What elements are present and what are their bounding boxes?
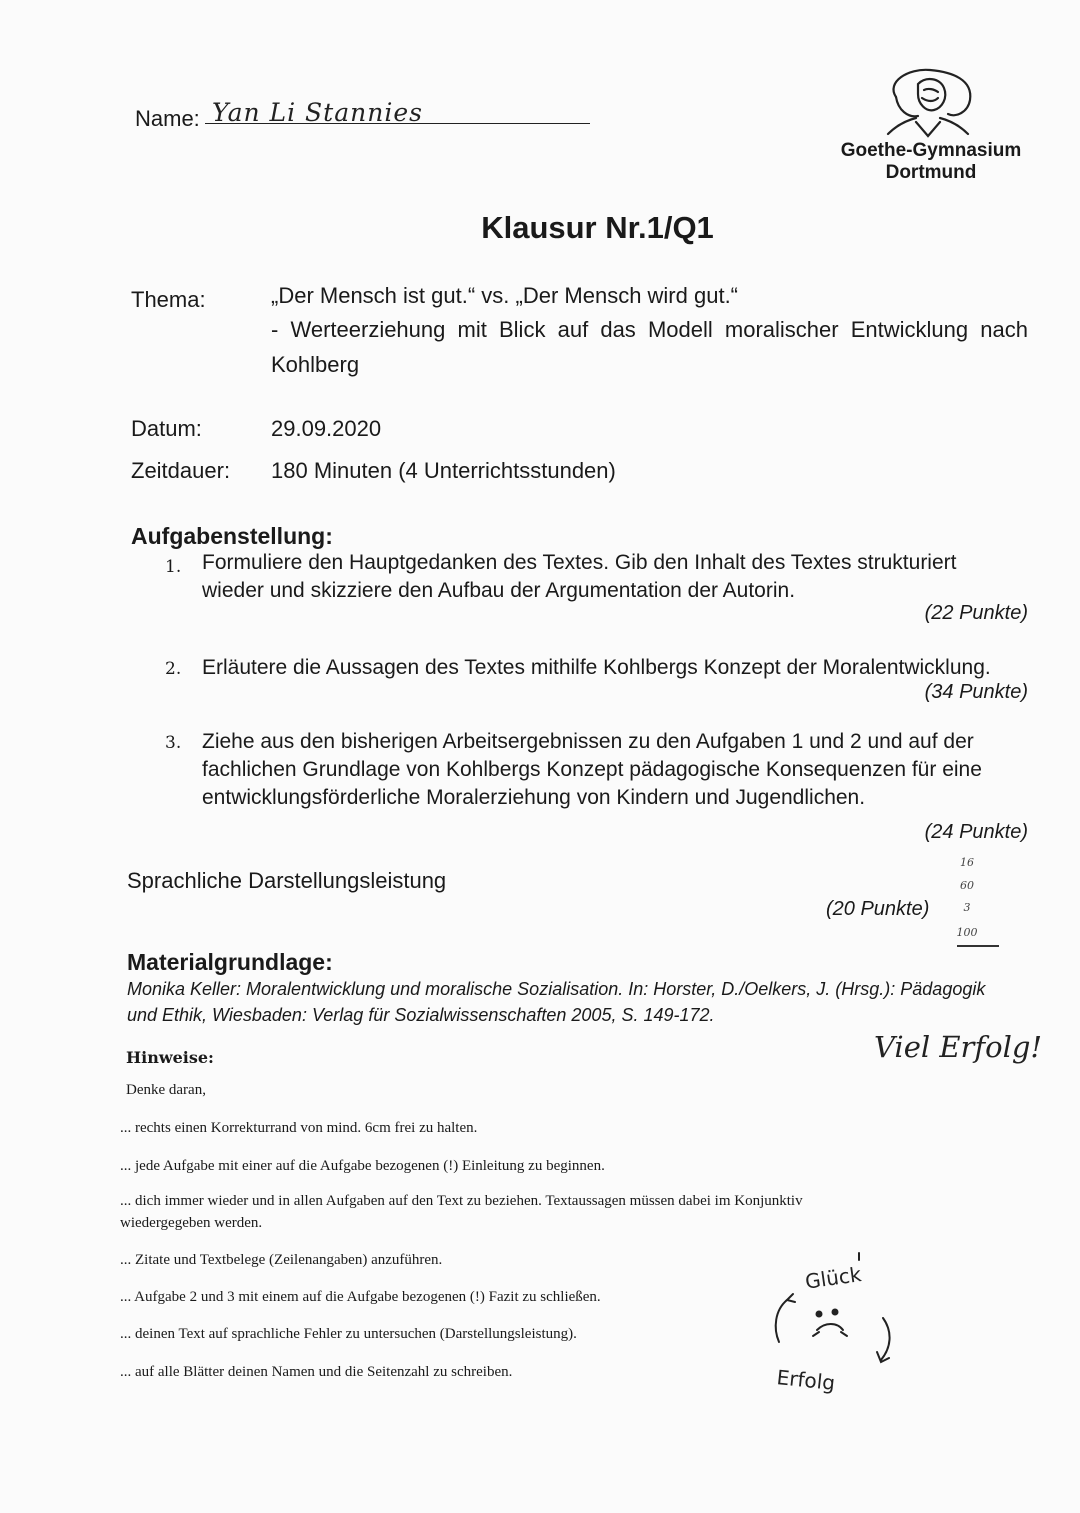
name-label: Name: [135, 106, 200, 131]
task-text: Erläutere die Aussagen des Textes mithilfe Kohlbergs Konzept der Moralentwicklung. [202, 656, 991, 679]
thema-label: Thema: [131, 287, 206, 312]
school-name-line1: Goethe-Gymnasium [840, 140, 1022, 161]
task-number: 2. [165, 659, 182, 679]
sprachliche-darstellung-label: Sprachliche Darstellungsleistung [127, 868, 447, 893]
hints-intro: Denke daran, [126, 1082, 206, 1098]
task-number: 3. [165, 733, 182, 753]
hint-item: ... rechts einen Korrekturrand von mind. 6cm frei zu halten. [120, 1120, 478, 1136]
tasks-heading: Aufgabenstellung: [131, 523, 333, 549]
hint-item: ... jede Aufgabe mit einer auf die Aufgabe bezogenen (!) Einleitung zu beginnen. [120, 1158, 605, 1174]
hint-item: ... auf alle Blätter deinen Namen und die Seitenzahl zu schreiben. [120, 1364, 513, 1380]
task-text: Formuliere den Hauptgedanken des Textes. Gib den Inhalt des Textes strukturiert wieder und skizziere den Aufbau der Argumentation der Autorin. [202, 551, 957, 602]
sprachliche-darstellung-points: (20 Punkte) [826, 898, 930, 920]
score-tally-2: 60 [960, 879, 974, 892]
school-name [820, 140, 1042, 184]
material-heading: Materialgrundlage: [127, 949, 333, 975]
viel-erfolg-handwritten: Viel Erfolg! [874, 1030, 1043, 1064]
hint-item: ... dich immer wieder und in allen Aufgaben auf den Text zu beziehen. Textaussagen müssen dabei im Konjunktiv wiedergegeben werden. [120, 1193, 803, 1231]
datum-value: 29.09.2020 [271, 416, 382, 441]
thema-line3: Kohlberg [271, 352, 360, 377]
zeitdauer-value: 180 Minuten (4 Unterrichtsstunden) [271, 458, 616, 483]
thema-line2: - Werteerziehung mit Blick auf das Modell moralischer Entwicklung nach [271, 317, 1028, 342]
goethe-portrait-logo [878, 62, 978, 142]
hints-heading: Hinweise: [126, 1048, 214, 1067]
task-points: (24 Punkte) [924, 821, 1028, 843]
zeitdauer-label: Zeitdauer: [131, 458, 231, 483]
hint-item: ... Zitate und Textbelege (Zeilenangaben) anzuführen. [120, 1252, 443, 1268]
hint-item: ... deinen Text auf sprachliche Fehler zu untersuchen (Darstellungsleistung). [120, 1326, 577, 1342]
material-citation: Monika Keller: Moralentwicklung und moralische Sozialisation. In: Horster, D./Oelkers, J. (Hrsg.): Pädagogik und Ethik, Wiesbaden: Verlag für Sozialwissenschaften 2005, S. 149-172. [127, 979, 986, 1025]
task-number: 1. [165, 557, 182, 577]
score-total: 100 [956, 926, 978, 939]
score-underline [957, 945, 999, 947]
smiley-doodle [765, 1248, 905, 1398]
doodle-word-erfolg: Erfolg [775, 1365, 837, 1396]
thema-line1: „Der Mensch ist gut.“ vs. „Der Mensch wird gut.“ [271, 283, 739, 308]
task-text: Ziehe aus den bisherigen Arbeitsergebnissen zu den Aufgaben 1 und 2 und auf der fachlichen Grundlage von Kohlbergs Konzept pädagogische Konsequenzen für eine entwicklungsförderliche Moralerziehung von Kindern und Jugendlichen. [202, 730, 982, 809]
task-points: (22 Punkte) [924, 602, 1028, 624]
datum-label: Datum: [131, 416, 202, 441]
hint-item: ... Aufgabe 2 und 3 mit einem auf die Aufgabe bezogenen (!) Fazit zu schließen. [120, 1289, 601, 1305]
task-points: (34 Punkte) [924, 681, 1028, 703]
doodle-word-glueck: Glück [803, 1262, 863, 1294]
student-name-handwritten: Yan Li Stannies [212, 98, 423, 127]
score-tally-3: 3 [963, 901, 971, 914]
school-name-line2: Dortmund [885, 162, 977, 183]
score-tally-1: 16 [960, 856, 974, 869]
name-underline [205, 123, 590, 124]
exam-title: Klausur Nr.1/Q1 [481, 210, 714, 245]
